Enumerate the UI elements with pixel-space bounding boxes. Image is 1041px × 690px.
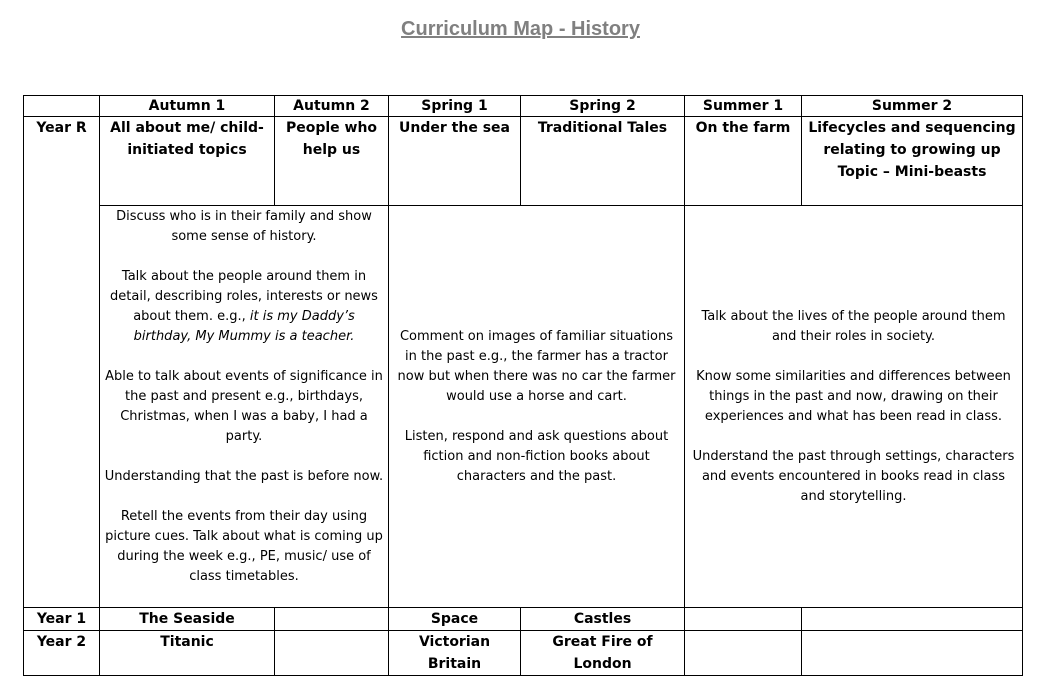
header-summer-2: Summer 2 bbox=[802, 96, 1023, 117]
year-1-row bbox=[24, 608, 1023, 631]
year-r-label: Year R bbox=[24, 117, 100, 608]
year-r-summer-1-topic: On the farm bbox=[685, 117, 802, 206]
year-2-summer-2 bbox=[802, 631, 1023, 676]
year-2-spring-2: Great Fire of London bbox=[521, 631, 685, 676]
header-blank-cell bbox=[24, 96, 100, 117]
summer-description bbox=[685, 206, 1023, 608]
year-r-description-row bbox=[24, 206, 1023, 608]
summer-2-topic-line-2: Topic – Mini-beasts bbox=[837, 164, 987, 180]
autumn-desc-paragraph: Retell the events from their day using picture cues. Talk about what is coming up during the week e.g., PE, music/ use of class timetables. bbox=[105, 509, 383, 584]
year-1-autumn-1: The Seaside bbox=[100, 608, 275, 631]
year-1-spring-2: Castles bbox=[521, 608, 685, 631]
header-autumn-2: Autumn 2 bbox=[275, 96, 389, 117]
year-r-topic-row bbox=[24, 117, 1023, 206]
header-spring-2: Spring 2 bbox=[521, 96, 685, 117]
year-2-label: Year 2 bbox=[24, 631, 100, 676]
autumn-desc-paragraph bbox=[104, 267, 384, 347]
page-title: Curriculum Map - History bbox=[401, 18, 640, 40]
year-r-spring-2-topic: Traditional Tales bbox=[521, 117, 685, 206]
summer-desc-paragraph: Understand the past through settings, characters and events encountered in books read in class and storytelling. bbox=[692, 448, 1015, 504]
year-2-summer-1 bbox=[685, 631, 802, 676]
summer-desc-paragraph: Know some similarities and differences between things in the past and now, drawing on their experiences and what has been read in class. bbox=[696, 368, 1011, 424]
autumn-desc-paragraph: Able to talk about events of significance in the past and present e.g., birthdays, Christmas, when I was a baby, I had a party. bbox=[105, 369, 383, 444]
year-2-autumn-1: Titanic bbox=[100, 631, 275, 676]
summer-2-topic-line-1: Lifecycles and sequencing relating to growing up bbox=[808, 120, 1016, 158]
year-r-summer-2-topic bbox=[802, 117, 1023, 206]
header-autumn-1: Autumn 1 bbox=[100, 96, 275, 117]
header-row bbox=[24, 96, 1023, 117]
header-summer-1: Summer 1 bbox=[685, 96, 802, 117]
year-r-autumn-2-topic: People who help us bbox=[275, 117, 389, 206]
year-2-spring-1: Victorian Britain bbox=[389, 631, 521, 676]
year-1-spring-1: Space bbox=[389, 608, 521, 631]
year-2-autumn-2 bbox=[275, 631, 389, 676]
year-1-summer-1 bbox=[685, 608, 802, 631]
year-r-spring-1-topic: Under the sea bbox=[389, 117, 521, 206]
autumn-desc-paragraph: Discuss who is in their family and show some sense of history. bbox=[116, 209, 372, 244]
autumn-description bbox=[100, 206, 389, 608]
year-1-autumn-2 bbox=[275, 608, 389, 631]
year-r-autumn-1-topic: All about me/ child-initiated topics bbox=[100, 117, 275, 206]
autumn-desc-italic-example: it is my Daddy’s birthday, My Mummy is a teacher. bbox=[133, 309, 355, 344]
autumn-desc-text: Talk about the people around them in detail, describing roles, interests or news about them. e.g., bbox=[110, 269, 378, 324]
year-2-row bbox=[24, 631, 1023, 676]
spring-description bbox=[389, 206, 685, 608]
autumn-desc-paragraph: Understanding that the past is before now. bbox=[104, 469, 384, 484]
summer-desc-paragraph: Talk about the lives of the people around them and their roles in society. bbox=[701, 308, 1006, 344]
curriculum-table bbox=[23, 95, 1023, 676]
year-1-label: Year 1 bbox=[24, 608, 100, 631]
header-spring-1: Spring 1 bbox=[389, 96, 521, 117]
year-1-summer-2 bbox=[802, 608, 1023, 631]
spring-desc-paragraph: Comment on images of familiar situations in the past e.g., the farmer has a tractor now but when there was no car the farmer would use a horse and cart. bbox=[397, 328, 676, 404]
spring-desc-paragraph: Listen, respond and ask questions about fiction and non-fiction books about characters and the past. bbox=[404, 428, 669, 484]
